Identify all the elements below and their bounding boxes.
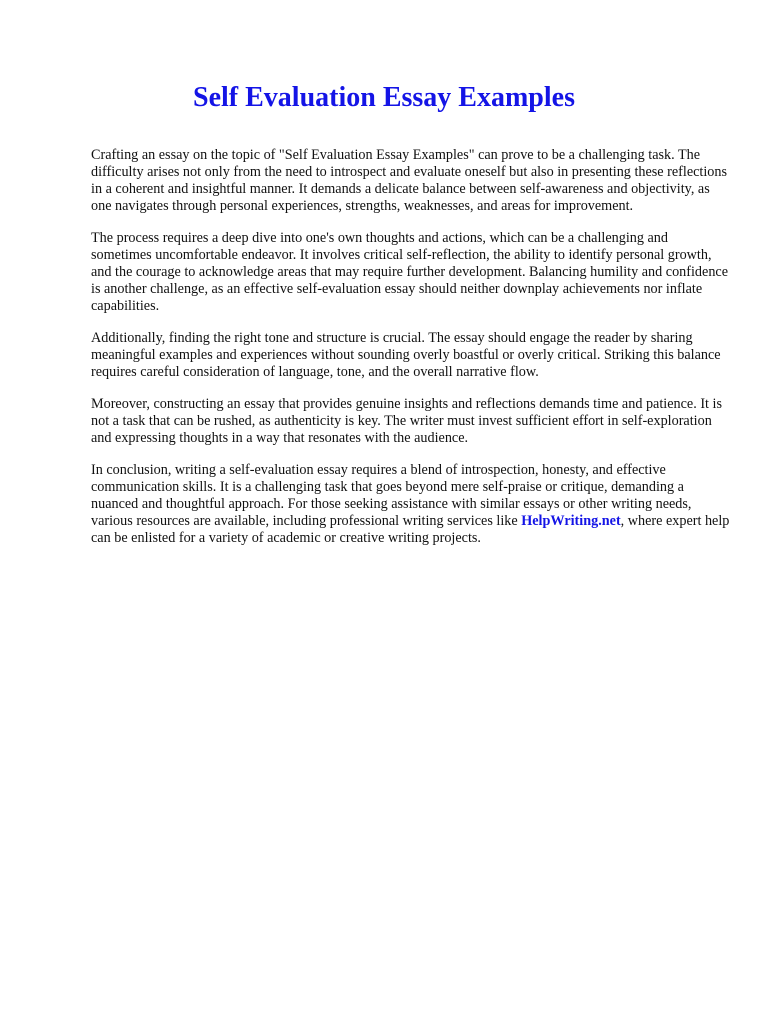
paragraph-intro: Crafting an essay on the topic of "Self Evaluation Essay Examples" can prove to be a challenging task. The difficulty arises not only from the need to introspect and evaluate oneself but also in presenting these reflections in a coherent and insightful manner. It demands a delicate balance between self-awareness and objectivity, as one navigates through personal experiences, strengths, weaknesses, and areas for improvement. xyxy=(91,147,728,214)
paragraph-tone: Additionally, finding the right tone and structure is crucial. The essay should engage the reader by sharing meaningful examples and experiences without sounding overly boastful or overly critical. Striking this balance requires careful consideration of language, tone, and the overall narrative flow. xyxy=(91,330,721,380)
essay-body xyxy=(91,147,731,562)
helpwriting-link[interactable]: HelpWriting.net xyxy=(521,513,621,529)
paragraph-process: The process requires a deep dive into one's own thoughts and actions, which can be a challenging and sometimes uncomfortable endeavor. It involves critical self-reflection, the ability to identify personal growth, and the courage to acknowledge areas that may require further development. Balancing humility and confidence is another challenge, as an effective self-evaluation essay should neither downplay achievements nor inflate capabilities. xyxy=(91,230,729,314)
page-title: Self Evaluation Essay Examples xyxy=(193,82,575,113)
paragraph-patience: Moreover, constructing an essay that provides genuine insights and reflections demands time and patience. It is not a task that can be rushed, as authenticity is key. The writer must invest sufficient effort in self-exploration and expressing thoughts in a way that resonates with the audience. xyxy=(91,396,722,446)
conclusion-text-before-link: In conclusion, writing a self-evaluation essay requires a blend of introspection, honesty, and effective communication skills. It is a challenging task that goes beyond mere self-praise or critique, demanding a nuanced and thoughtful approach. For those seeking assistance with similar essays or other writing needs, various resources are available, including professional writing services like xyxy=(91,462,692,529)
paragraph-conclusion xyxy=(91,462,731,547)
conclusion-text-after-link: , where expert help can be enlisted for a variety of academic or creative writing projects. xyxy=(91,513,730,546)
